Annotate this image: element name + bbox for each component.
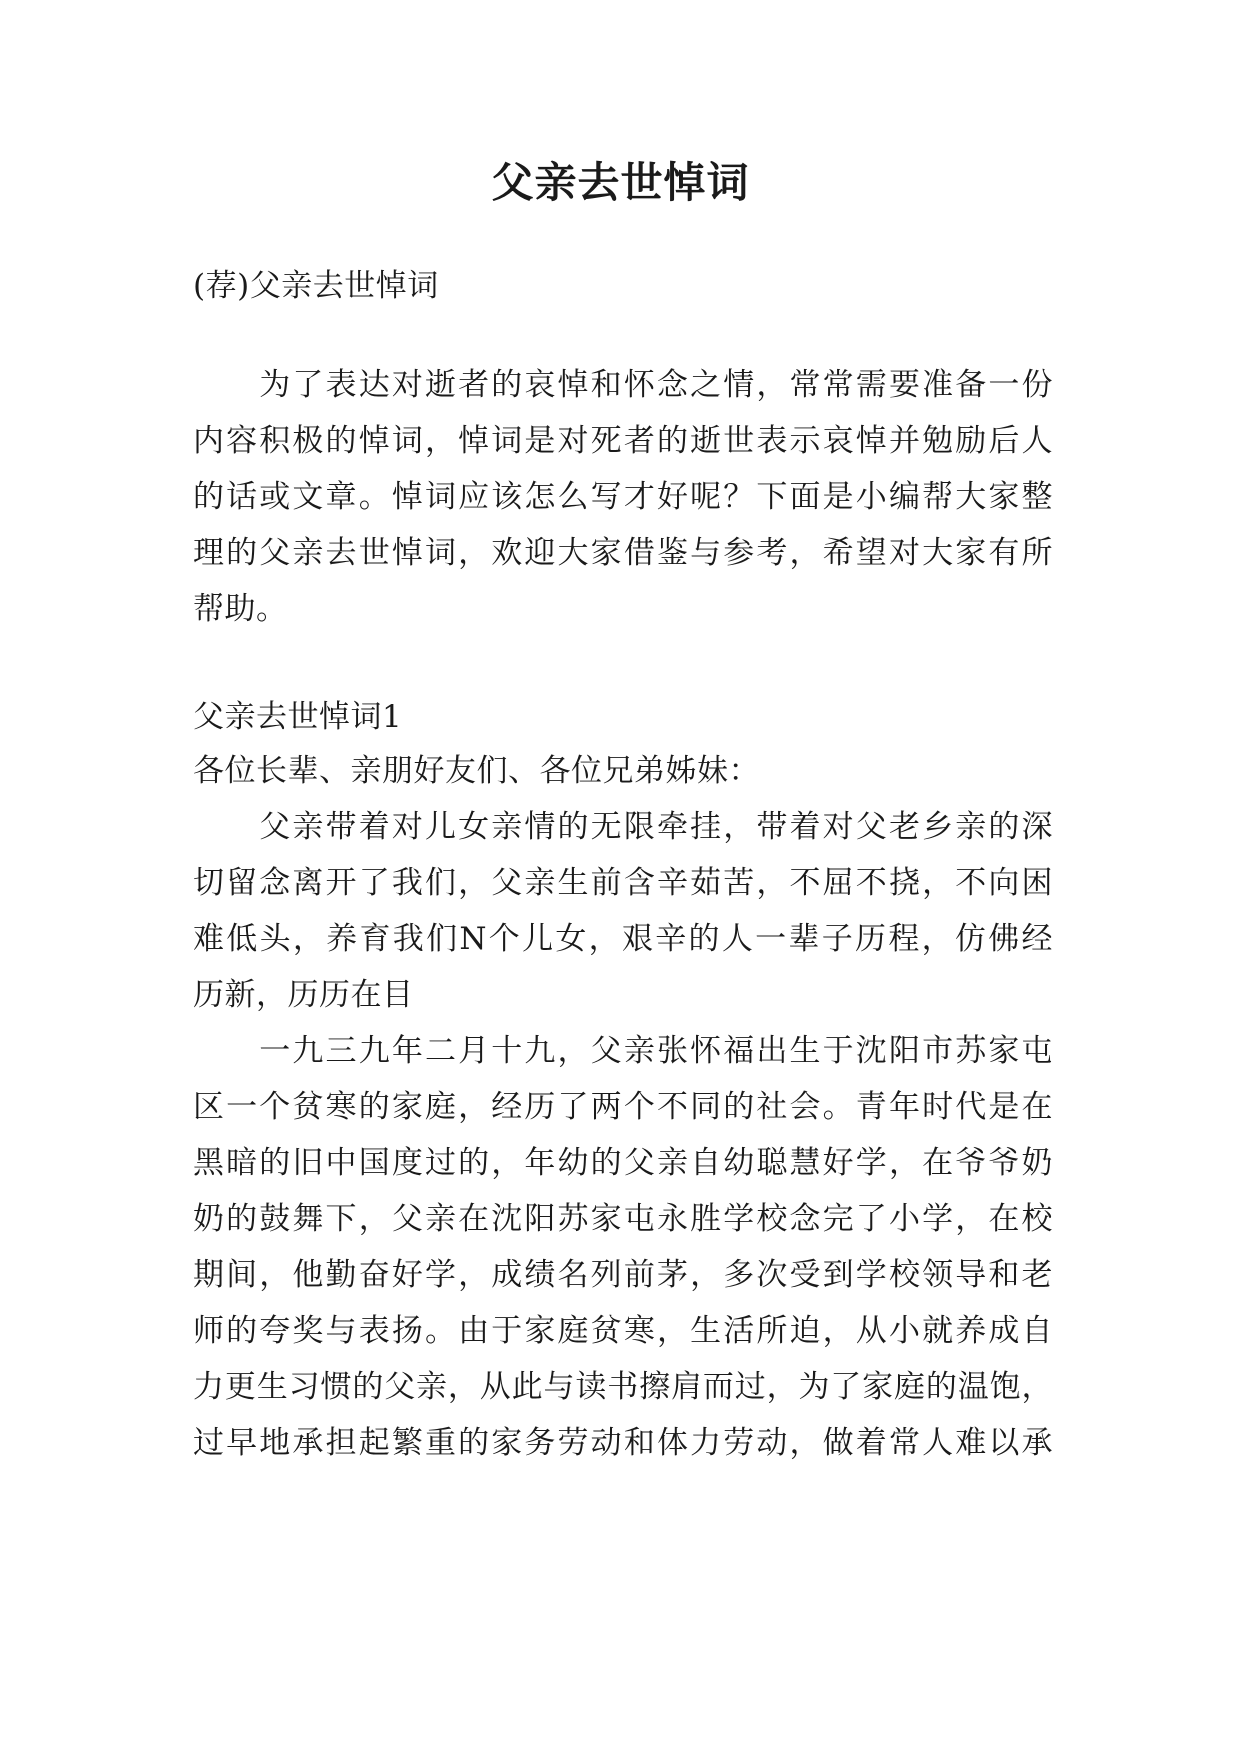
paragraph-line: 一九三九年二月十九，父亲张怀福出生于沈阳市苏家屯 — [193, 1033, 1053, 1069]
page-title: 父亲去世悼词 — [491, 158, 750, 207]
paragraph-line: 父亲带着对儿女亲情的无限牵挂，带着对父老乡亲的深 — [193, 809, 1053, 845]
paragraph-line: 过早地承担起繁重的家务劳动和体力劳动，做着常人难以承 — [193, 1425, 1053, 1461]
intro-line: 内容积极的悼词，悼词是对死者的逝世表示哀悼并勉励后人 — [193, 423, 1053, 459]
paragraph-line: 期间，他勤奋好学，成绩名列前茅，多次受到学校领导和老 — [193, 1257, 1053, 1293]
paragraph-line: 师的夸奖与表扬。由于家庭贫寒，生活所迫，从小就养成自 — [193, 1313, 1053, 1349]
intro-line: 帮助。 — [193, 591, 288, 627]
salutation: 各位长辈、亲朋好友们、各位兄弟姊妹： — [193, 753, 760, 789]
intro-line: 的话或文章。悼词应该怎么写才好呢？下面是小编帮大家整 — [193, 479, 1053, 515]
paragraph-line: 切留念离开了我们，父亲生前含辛茹苦，不屈不挠，不向困 — [193, 865, 1053, 901]
paragraph-line: 奶的鼓舞下，父亲在沈阳苏家屯永胜学校念完了小学，在校 — [193, 1201, 1053, 1237]
paragraph-line: 黑暗的旧中国度过的，年幼的父亲自幼聪慧好学，在爷爷奶 — [193, 1145, 1053, 1181]
paragraph-line: 历新，历历在目 — [193, 977, 414, 1013]
paragraph-line: 力更生习惯的父亲，从此与读书擦肩而过，为了家庭的温饱， — [193, 1369, 1053, 1405]
intro-line: 理的父亲去世悼词，欢迎大家借鉴与参考，希望对大家有所 — [193, 535, 1053, 571]
section-heading: 父亲去世悼词1 — [193, 699, 403, 735]
intro-line: 为了表达对逝者的哀悼和怀念之情，常常需要准备一份 — [193, 367, 1053, 403]
paragraph-line: 难低头，养育我们N个儿女，艰辛的人一辈子历程，仿佛经 — [193, 921, 1053, 957]
subtitle: (荐)父亲去世悼词 — [193, 268, 439, 304]
paragraph-line: 区一个贫寒的家庭，经历了两个不同的社会。青年时代是在 — [193, 1089, 1053, 1125]
